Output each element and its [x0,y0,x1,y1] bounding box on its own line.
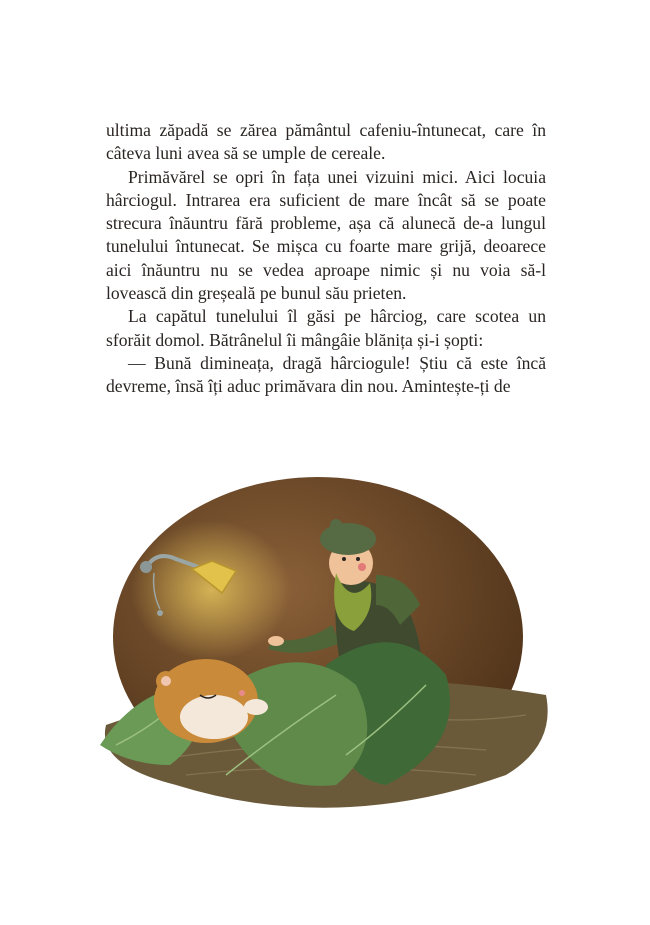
lamp-glow [131,520,291,660]
paragraph-2: Primăvărel se opri în fața unei vizuini mici. Aici locuia hârciogul. Intrarea era suficient de mare încât să se poate strecura înăuntru fără probleme, așa că alunecă de-a lungul tunelului întunecat. Se mișca cu foarte mare grijă, deoarece aici înăuntru nu se vedea aproape nimic și nu voia să-l lovească din greșeală pe bunul său prieten. [106,166,546,304]
old-man-hat [320,523,376,555]
paragraph-1: ultima zăpadă se zărea pământul cafeniu-întunecat, care în câteva luni avea să se umple de cereale. [106,120,546,164]
burrow-illustration [96,455,556,830]
paragraph-4: — Bună dimineața, dragă hârciogule! Știu că este încă devreme, însă îți aduc primăvara din nou. Amintește-ți de [106,352,546,397]
story-text [106,119,546,399]
paragraph-3: La capătul tunelului îl găsi pe hârciog, care scotea un sforăit domol. Bătrânelul îi mângâie blănița și-i șopti: [106,306,546,350]
